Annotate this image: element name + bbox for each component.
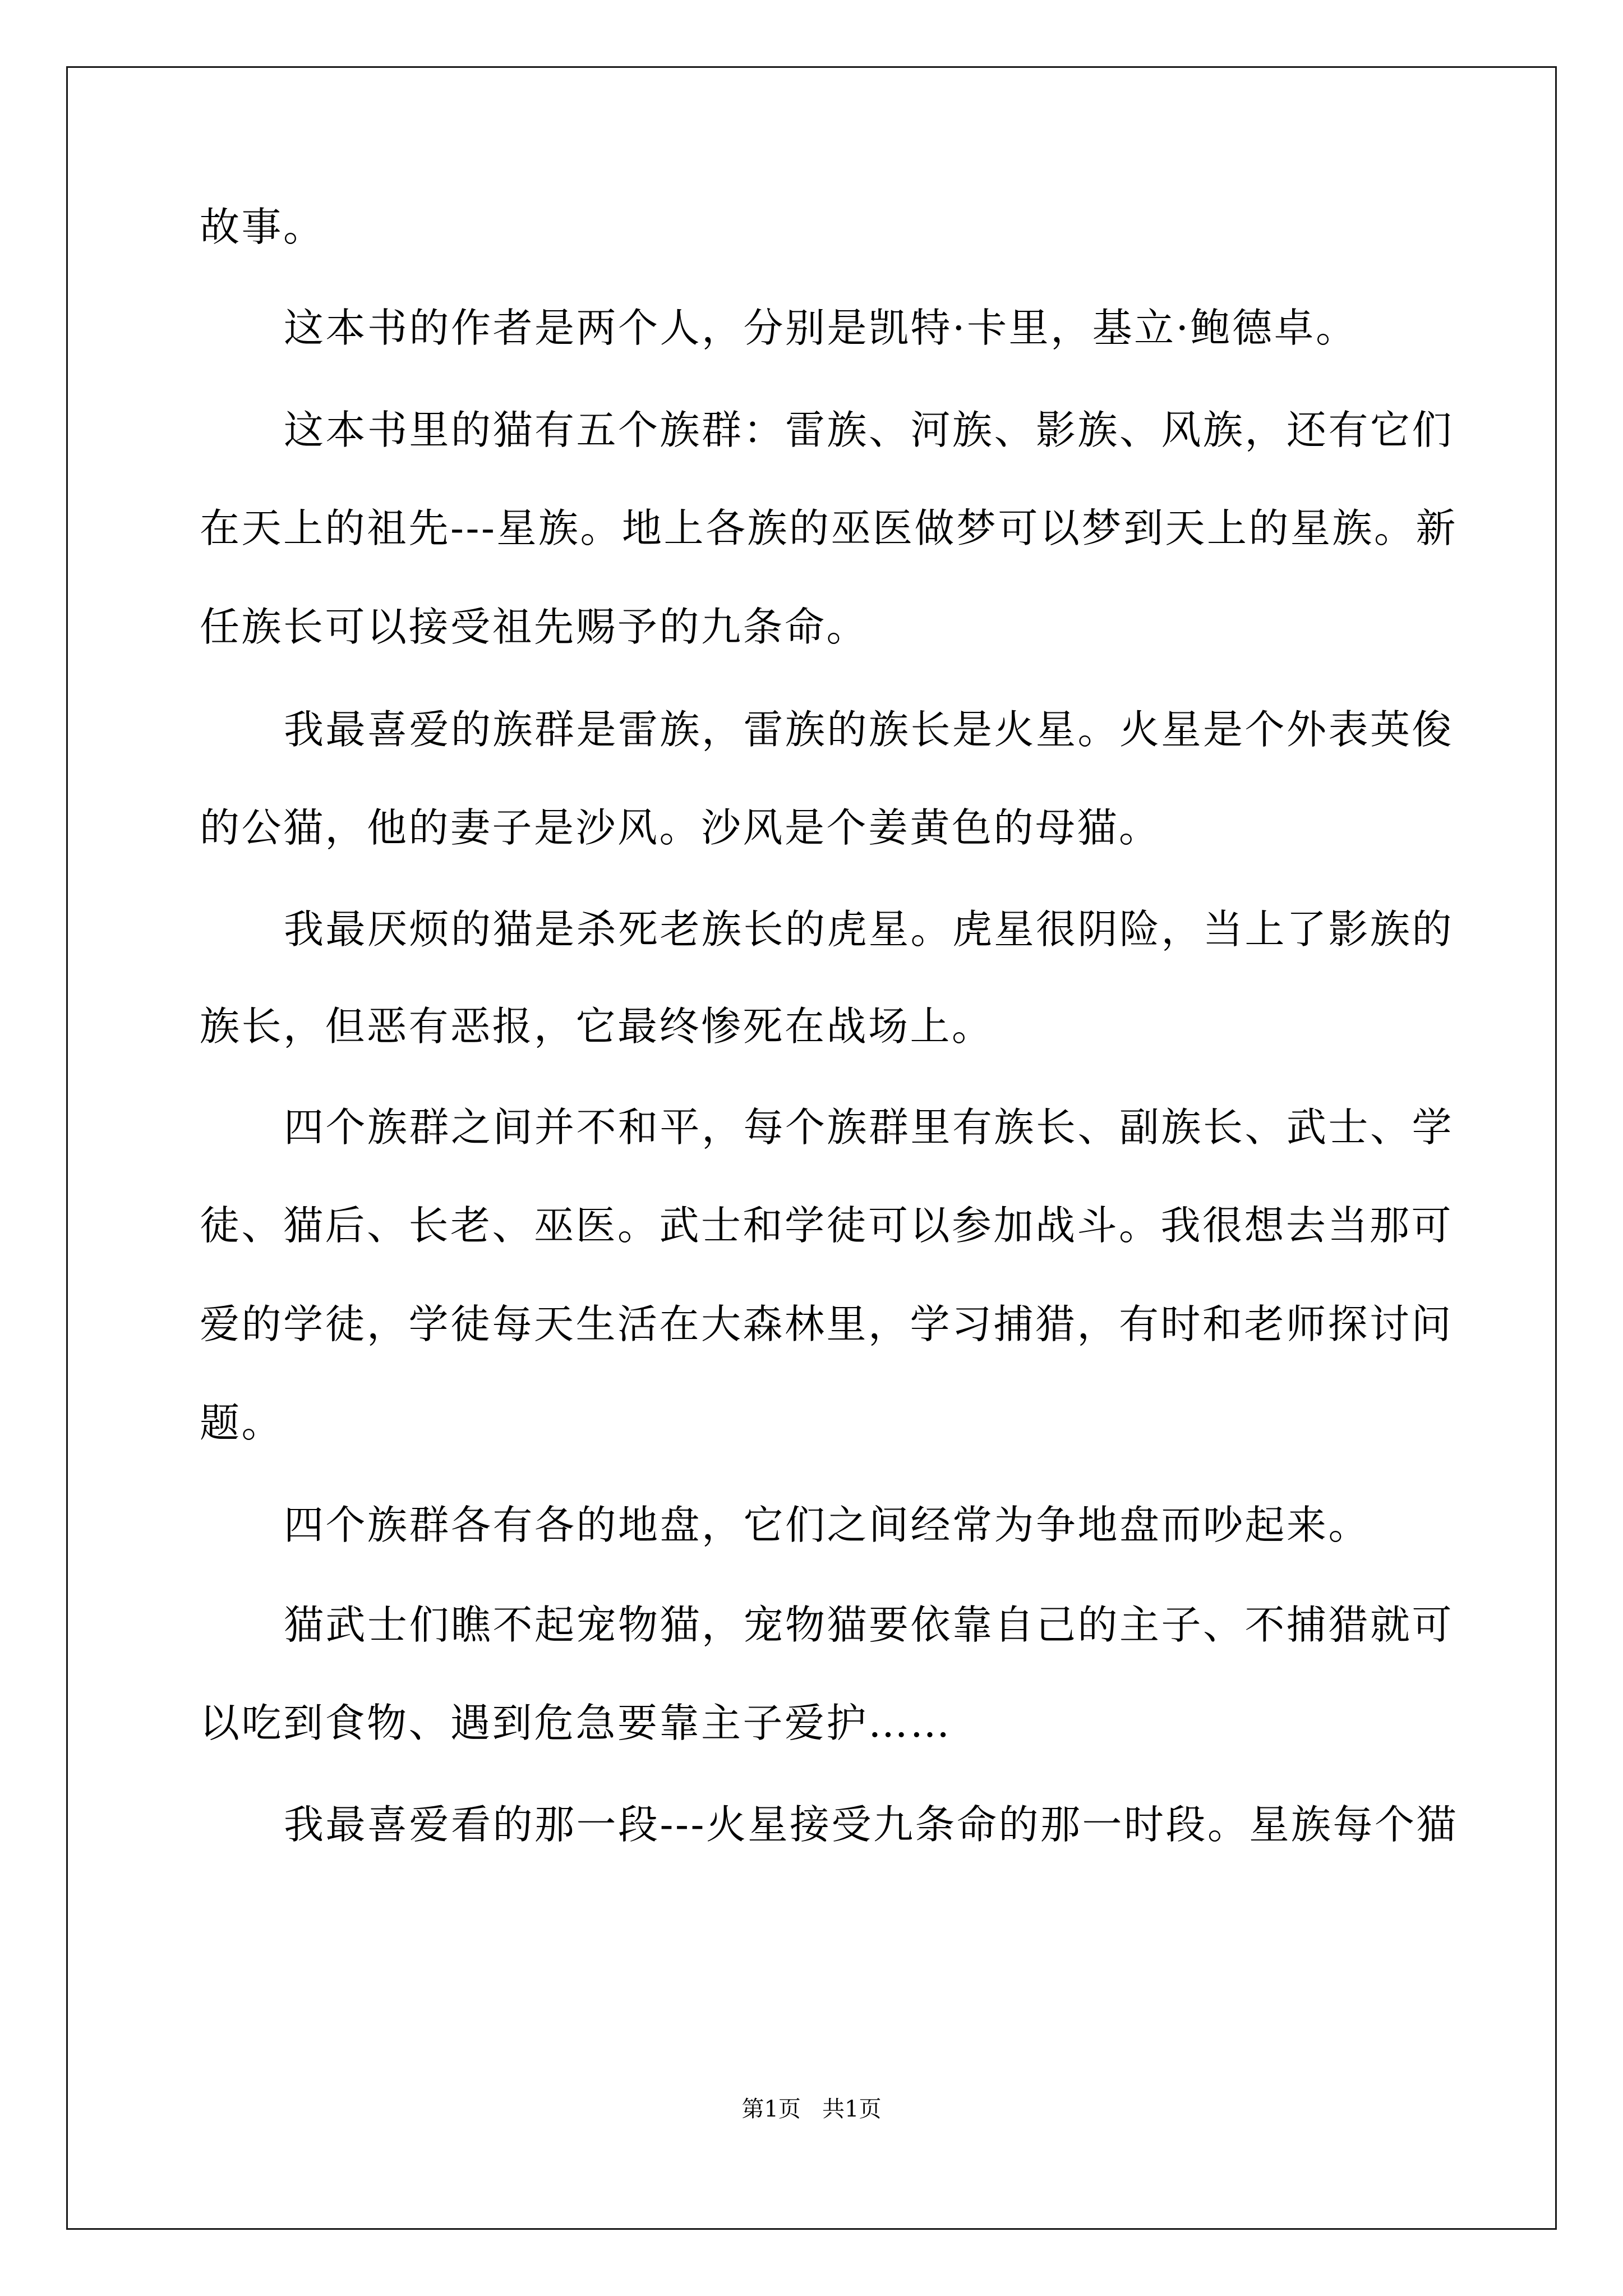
text-line: 题。 (200, 1400, 284, 1446)
text-line: 徒、猫后、长老、巫医。武士和学徒可以参加战斗。我很想去当那可 (200, 1202, 1454, 1249)
text-line: 四个族群各有各的地盘，它们之间经常为争地盘而吵起来。 (284, 1502, 1371, 1548)
text-line: 这本书里的猫有五个族群：雷族、河族、影族、风族，还有它们 (284, 407, 1454, 453)
text-line: 的公猫，他的妻子是沙风。沙风是个姜黄色的母猫。 (200, 804, 1161, 851)
text-line: 四个族群之间并不和平，每个族群里有族长、副族长、武士、学 (284, 1104, 1454, 1151)
text-line: 这本书的作者是两个人，分别是凯特·卡里，基立·鲍德卓。 (284, 305, 1358, 351)
page-number: 第1页 共1页 (741, 2096, 882, 2122)
text-line: 爱的学徒，学徒每天生活在大森林里，学习捕猎，有时和老师探讨问 (200, 1301, 1454, 1347)
text-line: 我最喜爱看的那一段---火星接受九条命的那一时段。星族每个猫 (284, 1801, 1458, 1848)
text-line: 在天上的祖先---星族。地上各族的巫医做梦可以梦到天上的星族。新 (200, 505, 1458, 551)
text-line: 任族长可以接受祖先赐予的九条命。 (200, 604, 869, 650)
text-line: 猫武士们瞧不起宠物猫，宠物猫要依靠自己的主子、不捕猎就可 (284, 1602, 1454, 1648)
text-line: 我最喜爱的族群是雷族，雷族的族长是火星。火星是个外表英俊 (284, 706, 1454, 753)
text-line: 我最厌烦的猫是杀死老族长的虎星。虎星很阴险，当上了影族的 (284, 906, 1454, 953)
text-line: 族长，但恶有恶报，它最终惨死在战场上。 (200, 1003, 994, 1050)
text-line: 故事。 (200, 204, 325, 250)
text-line: 以吃到食物、遇到危急要靠主子爱护…… (200, 1700, 952, 1746)
